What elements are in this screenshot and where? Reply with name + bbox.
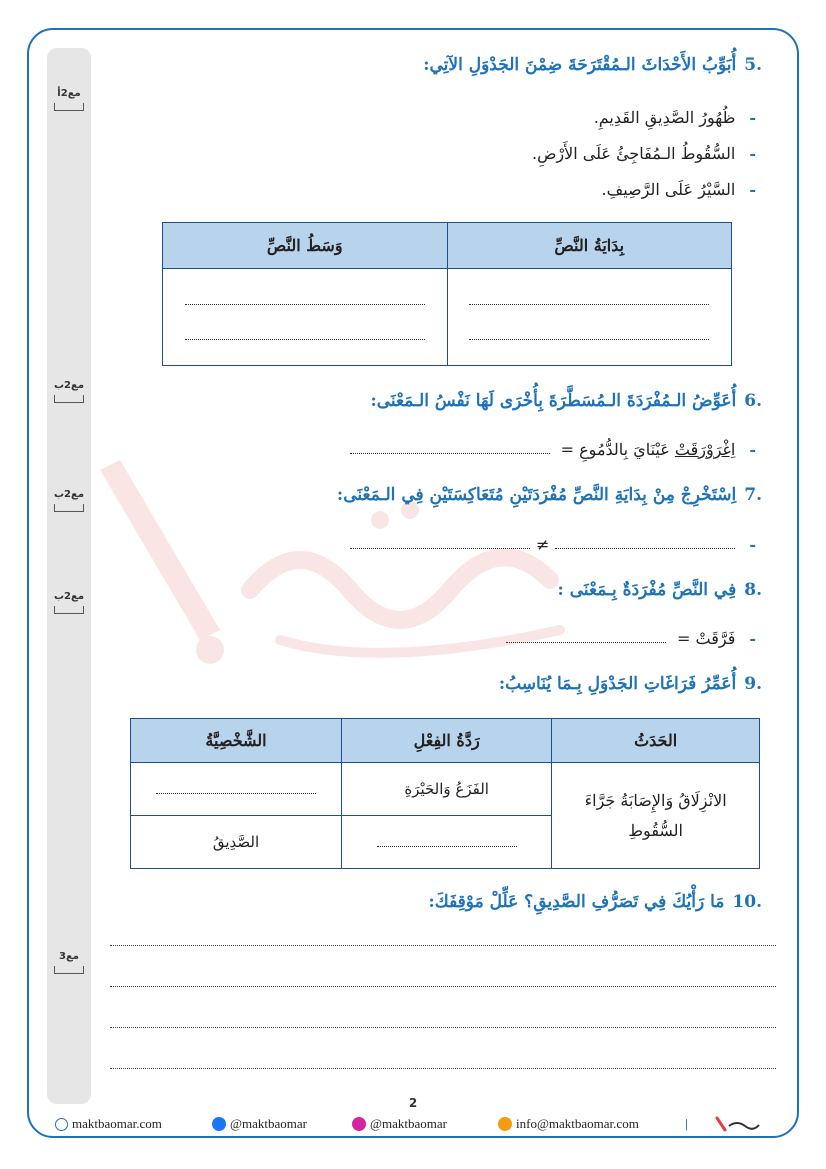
score-box[interactable]	[54, 395, 84, 403]
question-text: اِسْتَخْرِجْ مِنْ بِدَايَةِ النَّصِّ مُفْرَدَتَيْنِ مُتَعَاكِسَتَيْنِ فِي الـمَعْنَى:	[336, 485, 737, 505]
answer-blank[interactable]	[555, 542, 735, 549]
not-equal-symbol: ≠	[535, 535, 550, 554]
score-box[interactable]	[54, 103, 84, 111]
answer-line[interactable]	[110, 945, 776, 946]
competency-label: مع2أ	[57, 88, 81, 99]
character-cell: الصَّدِيقُ	[131, 816, 342, 869]
answer-line[interactable]	[110, 986, 776, 987]
question-number: .10	[732, 892, 762, 912]
question-7	[337, 485, 762, 505]
question-text: مَا رَأْيُكَ فِي تَصَرُّفِ الصَّدِيقِ؟ عَلِّلْ مَوْقِفَكَ:	[428, 892, 725, 912]
column-header: الحَدَثُ	[552, 719, 760, 763]
globe-icon	[55, 1118, 68, 1131]
facebook-text: @maktbaomar	[230, 1116, 307, 1131]
question-5	[423, 55, 762, 75]
footer	[55, 1114, 795, 1136]
facebook-link[interactable]	[212, 1116, 307, 1132]
question-number: .6	[744, 391, 762, 411]
answer-line[interactable]	[110, 1027, 776, 1028]
question-text: أُبَوِّبُ الأَحْدَاثَ الـمُقْتَرَحَةَ ضِمْنَ الجَدْوَلِ الآتِي:	[423, 55, 737, 75]
list-item: -السَّيْرُ عَلَى الرَّصِيفِ.	[601, 180, 756, 199]
column-header: وَسَطُ النَّصِّ	[163, 223, 448, 269]
competency-label: مع2ب	[53, 380, 85, 391]
item-text: السَّيْرُ عَلَى الرَّصِيفِ.	[601, 180, 736, 199]
question-text: أُعَمِّرُ فَرَاغَاتِ الجَدْوَلِ بِـمَا يُنَاسِبُ:	[498, 674, 737, 694]
footer-logo	[715, 1116, 761, 1132]
list-item: -ظُهُورُ الصَّدِيقِ القَدِيمِ.	[593, 108, 756, 127]
reaction-cell: الفَزَعُ وَالحَيْرَةِ	[342, 763, 552, 816]
competency-marker	[52, 380, 86, 403]
footer-divider: |	[685, 1116, 688, 1131]
question-number: .8	[744, 580, 762, 600]
item-text: السُّقُوطُ الـمُفَاجِئُ عَلَى الأَرْضِ.	[531, 144, 736, 163]
website-link[interactable]	[55, 1116, 162, 1132]
question-number: .9	[744, 674, 762, 694]
answer-blank[interactable]	[350, 447, 550, 454]
email-icon	[498, 1117, 512, 1131]
email-link[interactable]	[498, 1116, 639, 1132]
column-header: بِدَايَةُ النَّصِّ	[447, 223, 732, 269]
instagram-link[interactable]	[352, 1116, 447, 1132]
question-number: .7	[744, 485, 762, 505]
fill-table	[130, 718, 760, 869]
answer-blank[interactable]	[350, 542, 530, 549]
answer-cell[interactable]	[342, 816, 552, 869]
list-item: -فَرَّقَتْ =	[506, 629, 756, 648]
competency-label: مع2ب	[53, 591, 85, 602]
question-10	[428, 892, 762, 912]
competency-marker	[52, 951, 86, 974]
target-word: فَرَّقَتْ =	[677, 629, 736, 648]
list-item: -≠	[350, 535, 756, 554]
competency-label: مع3	[59, 951, 79, 962]
item-text: ظُهُورُ الصَّدِيقِ القَدِيمِ.	[593, 108, 736, 127]
competency-label: مع2ب	[53, 489, 85, 500]
instagram-text: @maktbaomar	[370, 1116, 447, 1131]
answer-blank[interactable]	[506, 636, 666, 643]
page-number: 2	[408, 1096, 418, 1110]
answer-line[interactable]	[110, 1068, 776, 1069]
list-item: -اِغْرَوْرَقَتْ عَيْنَايَ بِالدُّمُوعِ =	[350, 440, 756, 459]
answer-cell[interactable]	[447, 269, 732, 366]
competency-marker	[52, 88, 86, 111]
answer-cell[interactable]	[131, 763, 342, 816]
question-8	[558, 580, 762, 600]
question-text: فِي النَّصِّ مُفْرَدَةٌ بِـمَعْنَى :	[557, 580, 737, 600]
question-9	[499, 674, 762, 694]
answer-cell[interactable]	[163, 269, 448, 366]
logo-icon	[715, 1116, 761, 1132]
facebook-icon	[212, 1117, 226, 1131]
website-text: maktbaomar.com	[72, 1116, 162, 1131]
event-cell: الانْزِلَاقُ وَالإِصَابَةُ جَرَّاءَ السُّقُوطِ	[552, 763, 760, 869]
classification-table	[162, 222, 732, 366]
email-text: info@maktbaomar.com	[516, 1116, 639, 1131]
score-box[interactable]	[54, 966, 84, 974]
question-text: أُعَوِّضُ الـمُفْرَدَةَ الـمُسَطَّرَةَ بِأُخْرَى لَهَا نَفْسُ الـمَعْنَى:	[370, 391, 737, 411]
column-header: رَدَّةُ الفِعْلِ	[342, 719, 552, 763]
question-6	[370, 391, 762, 411]
column-header: الشَّخْصِيَّةُ	[131, 719, 342, 763]
sentence-rest: عَيْنَايَ بِالدُّمُوعِ =	[560, 440, 670, 459]
list-item: -السُّقُوطُ الـمُفَاجِئُ عَلَى الأَرْضِ.	[531, 144, 756, 163]
underlined-word: اِغْرَوْرَقَتْ	[674, 440, 736, 459]
instagram-icon	[352, 1117, 366, 1131]
question-number: .5	[744, 55, 762, 75]
